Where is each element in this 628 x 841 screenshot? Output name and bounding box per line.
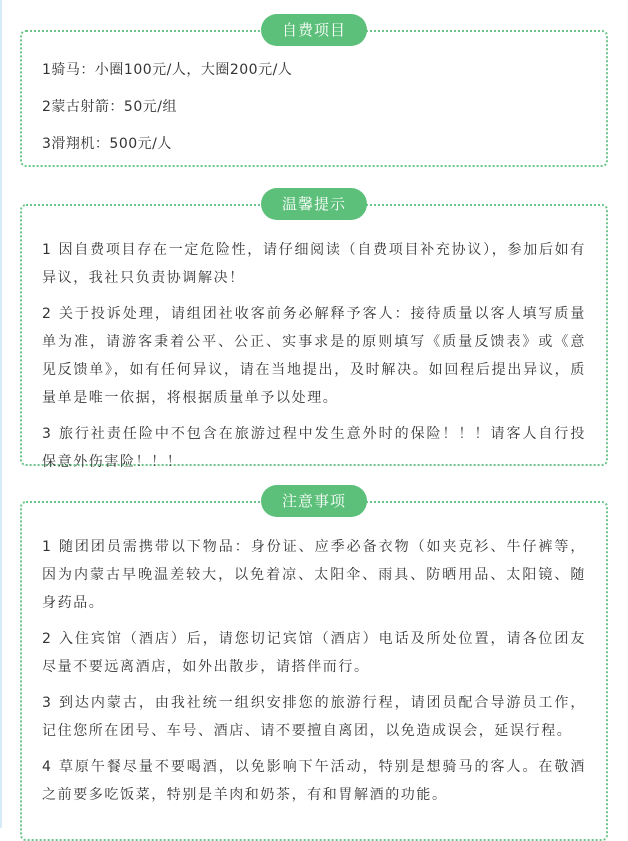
list-item: 2蒙古射箭：50元/组 <box>42 99 177 115</box>
list-item: 3滑翔机：500元/人 <box>42 136 172 152</box>
self-paid-list <box>22 32 606 154</box>
section-title-badge: 注意事项 <box>261 485 367 517</box>
section-notes <box>20 492 608 841</box>
list-item: 1 随团团员需携带以下物品：身份证、应季必备衣物（如夹克衫、牛仔裤等，因为内蒙古早晚温差较大，以免着凉、太阳伞、雨具、防晒用品、太阳镜、随身药品。 <box>42 539 586 611</box>
list-item: 4 草原午餐尽量不要喝酒，以免影响下午活动，特别是想骑马的客人。在敬酒之前要多吃饭菜，特别是羊肉和奶茶，有和胃解酒的功能。 <box>42 759 586 803</box>
list-item: 1 因自费项目存在一定危险性，请仔细阅读（自费项目补充协议），参加后如有异议，我社只负责协调解决！ <box>42 242 586 286</box>
notes-list <box>22 503 606 809</box>
section-title-badge: 自费项目 <box>261 14 367 46</box>
list-item: 3 到达内蒙古，由我社统一组织安排您的旅游行程，请团员配合导游员工作，记住您所在团号、车号、酒店、请不要擅自离团，以免造成误会，延误行程。 <box>42 695 586 739</box>
section-title-badge: 温馨提示 <box>261 188 367 220</box>
list-item: 2 关于投诉处理，请组团社收客前务必解释予客人：接待质量以客人填写质量单为准，请游客秉着公平、公正、实事求是的原则填写《质量反馈表》或《意见反馈单》，如有任何异议，请在当地提出，及时解决。如回程后提出异议，质量单是唯一依据，将根据质量单予以处理。 <box>42 306 586 406</box>
left-edge-rule <box>0 0 2 828</box>
section-self-paid-items <box>20 21 608 167</box>
list-item: 3 旅行社责任险中不包含在旅游过程中发生意外时的保险！！！请客人自行投保意外伤害险！！！ <box>42 426 586 470</box>
section-warm-tips <box>20 195 608 470</box>
tips-list <box>22 206 606 476</box>
list-item: 1骑马：小圈100元/人，大圈200元/人 <box>42 62 293 78</box>
list-item: 2 入住宾馆（酒店）后，请您切记宾馆（酒店）电话及所处位置，请各位团友尽量不要远离酒店，如外出散步，请搭伴而行。 <box>42 631 586 675</box>
